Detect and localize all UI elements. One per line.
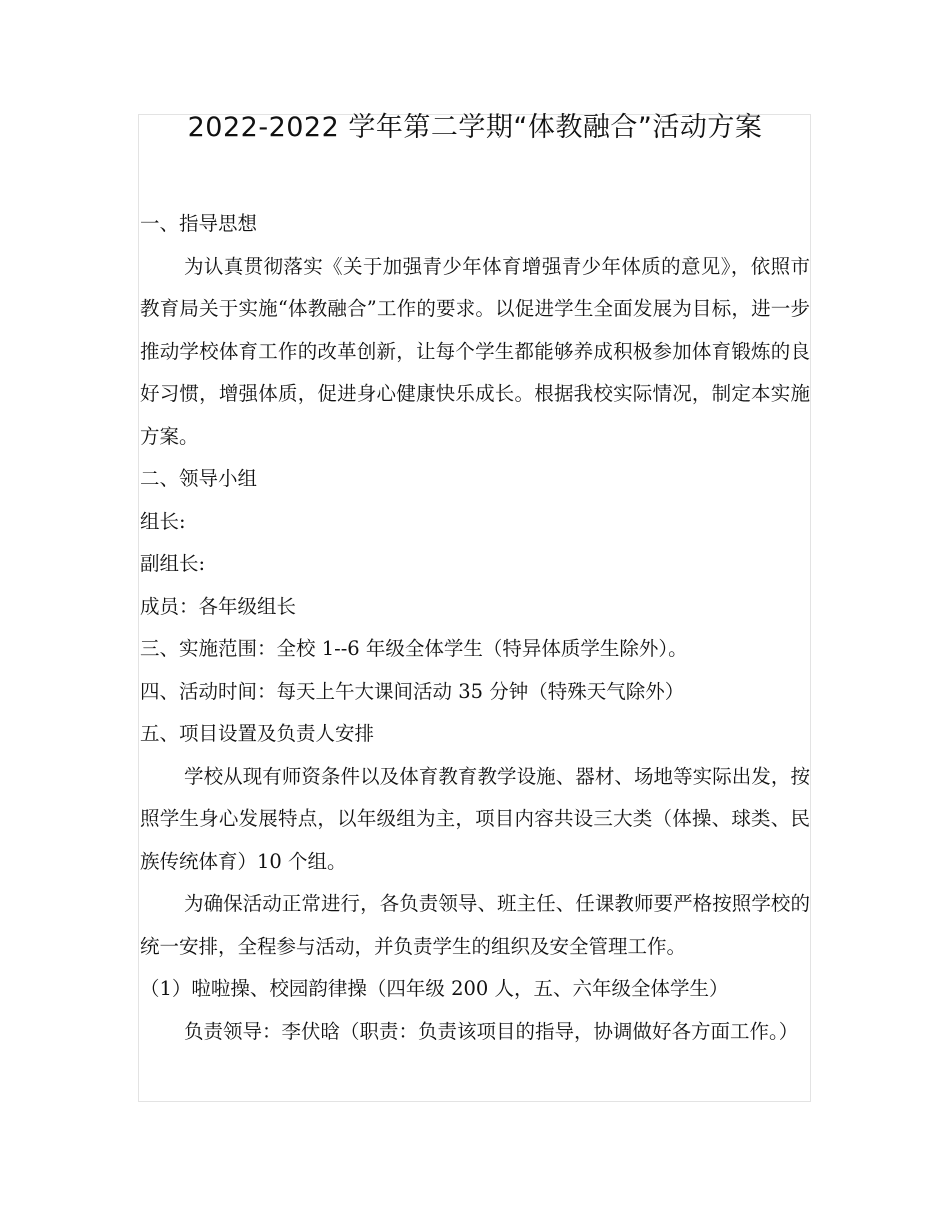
scope-line: 三、实施范围：全校 1--6 年级全体学生（特异体质学生除外）。 [140,637,688,660]
time-line: 四、活动时间：每天上午大课间活动 35 分钟（特殊天气除外） [140,679,685,703]
project-item-1: （1）啦啦操、校园韵律操（四年级 200 人，五、六年级全体学生） [140,977,729,1000]
section-heading-guiding: 一、指导思想 [140,212,258,235]
document-body [140,203,810,1053]
projects-paragraph-2: 为确保活动正常进行，各负责领导、班主任、任课教师要严格按照学校的统一安排，全程参与活动，并负责学生的组织及安全管理工作。 [140,892,810,958]
document-title: 2022-2022 学年第二学期“体教融合”活动方案 [187,112,763,143]
projects-paragraph-1: 学校从现有师资条件以及体育教育教学设施、器材、场地等实际出发，按照学生身心发展特点，以年级组为主，项目内容共设三大类（体操、球类、民族传统体育）10 个组。 [140,764,810,873]
leader-line: 组长: [140,509,186,533]
guiding-paragraph: 为认真贯彻落实《关于加强青少年体育增强青少年体质的意见》，依照市教育局关于实施“体教融合”工作的要求。以促进学生全面发展为目标，进一步推动学校体育工作的改革创新，让每个学生都能够养成积极参加体育锻炼的良好习惯，增强体质，促进身心健康快乐成长。根据我校实际情况，制定本实施方案。 [140,254,810,448]
section-heading-leadership: 二、领导小组 [140,467,258,490]
deputy-leader-line: 副组长: [140,552,206,575]
project-item-1-leader: 负责领导：李伏晗（职责：负责该项目的指导，协调做好各方面工作。） [184,1019,799,1043]
members-line: 成员：各年级组长 [140,594,297,618]
section-heading-projects: 五、项目设置及负责人安排 [140,722,375,745]
